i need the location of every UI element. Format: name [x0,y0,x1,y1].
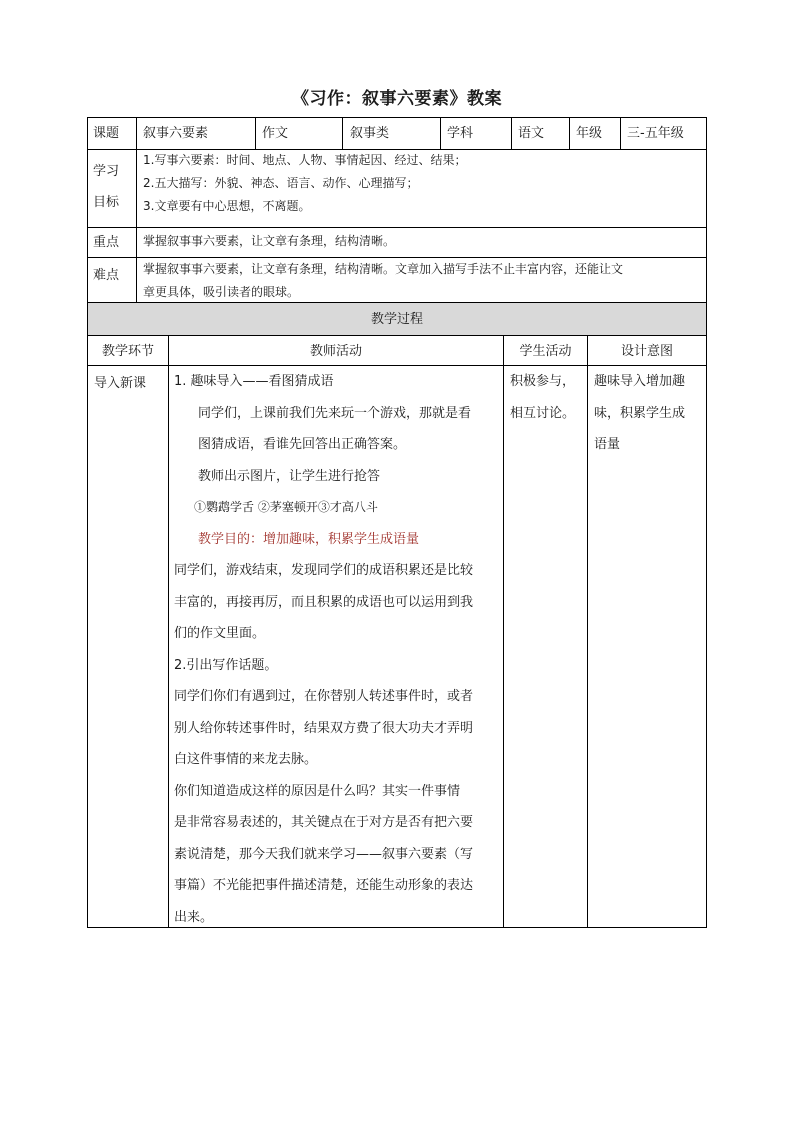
objectives-label: 学习 [93,164,120,179]
design-intent [594,366,704,461]
column-header-intent: 设计意图 [620,344,673,359]
intent-line: 趣味导入增加趣 [594,374,686,389]
column-divider [620,117,621,149]
teacher-line: 教师出示图片，让学生进行抢答 [198,468,381,484]
teacher-line: 同学们，游戏结束，发现同学们的成语积累还是比较 [174,563,474,578]
teacher-line: 2.引出写作话题。 [174,657,278,673]
grade-label: 年级 [576,126,603,141]
column-header-student: 学生活动 [519,344,572,359]
teacher-line: 教学目的：增加趣味，积累学生成语量 [198,531,420,547]
process-header: 教学过程 [370,312,423,327]
key-point-text: 掌握叙事事六要素，让文章有条理，结构清晰。 [143,234,396,248]
column-header-teacher: 教师活动 [309,344,362,359]
course-value: 叙事六要素 [143,126,209,141]
column-divider [255,117,256,149]
difficult-point-text [143,258,623,304]
objective-item: 1.写事六要素：时间、地点、人物、事情起因、经过、结果； [143,153,467,167]
objectives-label: 目标 [93,195,120,210]
teacher-line: 你们知道造成这样的原因是什么吗？其实一件事情 [174,783,461,799]
row-divider [87,335,707,336]
teacher-line: 们的作文里面。 [174,626,266,641]
document-title: 《习作：叙事六要素》教案 [292,89,502,109]
teacher-line: 同学们你们有遇到过，在你替别人转述事件时，或者 [174,689,474,704]
column-divider [587,335,588,928]
stage-label: 导入新课 [94,376,147,391]
teacher-line: 素说清楚，那今天我们就来学习——叙事六要素（写 [174,846,474,862]
row-divider [87,227,707,228]
teacher-line: 同学们，上课前我们先来玩一个游戏，那就是看 [198,405,472,421]
column-divider [168,335,169,928]
difficult-point-line: 掌握叙事事六要素，让文章有条理，结构清晰。文章加入描写手法不止丰富内容，还能让文 [143,262,624,276]
objective-item: 2.五大描写：外貌、神态、语言、动作、心理描写； [143,176,419,190]
teacher-line: 丰富的，再接再厉，而且积累的成语也可以运用到我 [174,594,474,610]
subject-label: 学科 [447,126,474,141]
teacher-line: 白这件事情的来龙去脉。 [174,752,318,767]
difficult-point-line: 章更具体，吸引读者的眼球。 [143,285,300,299]
column-divider [136,117,137,302]
column-divider [440,117,441,149]
column-divider [511,117,512,149]
difficult-point-label: 难点 [93,268,120,283]
teacher-line: 事篇）不光能把事件描述清楚，还能生动形象的表达 [174,878,474,893]
teacher-line: 是非常容易表述的，其关键点在于对方是否有把六要 [174,815,474,830]
teacher-line: 出来。 [174,909,214,925]
student-line: 相互讨论。 [510,405,576,421]
intent-line: 语量 [594,437,621,452]
student-line: 积极参与， [510,374,576,389]
key-point-label: 重点 [93,235,120,250]
course-type-value: 作文 [262,126,289,141]
objectives-list [143,149,466,218]
teacher-activity [174,366,500,933]
teacher-line: 1. 趣味导入——看图猜成语 [174,374,334,389]
intent-line: 味，积累学生成 [594,405,686,421]
teacher-line: 图猜成语，看谁先回答出正确答案。 [198,437,407,452]
grade-value: 三-五年级 [627,126,684,141]
teacher-line: 别人给你转述事件时，结果双方费了很大功夫才弄明 [174,720,474,736]
teacher-line: ①鹦鹉学舌 ②茅塞顿开③才高八斗 [194,500,378,514]
course-label: 课题 [93,126,120,141]
column-header-stage: 教学环节 [101,344,154,359]
column-divider [569,117,570,149]
objective-item: 3.文章要有中心思想，不离题。 [143,199,311,213]
subject-value: 语文 [518,126,545,141]
column-divider [503,335,504,928]
student-activity [510,366,586,429]
category-value: 叙事类 [350,126,390,141]
column-divider [342,117,343,149]
